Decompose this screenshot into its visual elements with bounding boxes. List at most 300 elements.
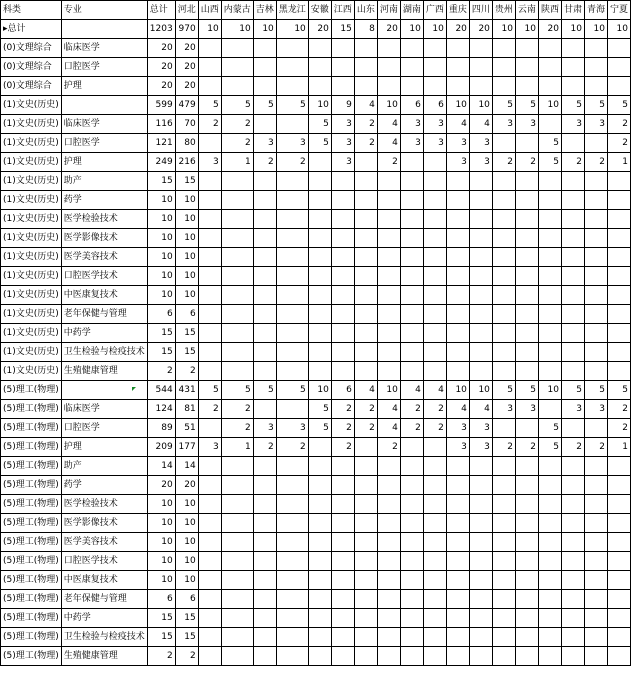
value-cell[interactable]: 2: [492, 153, 515, 172]
value-cell[interactable]: 3: [253, 419, 276, 438]
value-cell[interactable]: [354, 267, 377, 286]
value-cell[interactable]: [423, 172, 446, 191]
value-cell[interactable]: 10: [175, 248, 198, 267]
value-cell[interactable]: [331, 267, 354, 286]
value-cell[interactable]: [492, 476, 515, 495]
value-cell[interactable]: 10: [469, 96, 492, 115]
column-header[interactable]: 贵州: [492, 1, 515, 20]
value-cell[interactable]: [584, 77, 607, 96]
value-cell[interactable]: [198, 248, 221, 267]
value-cell[interactable]: [423, 248, 446, 267]
value-cell[interactable]: [584, 172, 607, 191]
value-cell[interactable]: 124: [147, 400, 175, 419]
value-cell[interactable]: [400, 476, 423, 495]
value-cell[interactable]: 4: [354, 381, 377, 400]
value-cell[interactable]: [492, 590, 515, 609]
value-cell[interactable]: [515, 229, 538, 248]
value-cell[interactable]: [308, 58, 331, 77]
value-cell[interactable]: [354, 305, 377, 324]
value-cell[interactable]: 2: [584, 153, 607, 172]
value-cell[interactable]: [308, 495, 331, 514]
value-cell[interactable]: 3: [515, 400, 538, 419]
value-cell[interactable]: [308, 514, 331, 533]
value-cell[interactable]: [446, 647, 469, 666]
value-cell[interactable]: [354, 343, 377, 362]
major-cell[interactable]: 临床医学: [61, 400, 147, 419]
value-cell[interactable]: [538, 210, 561, 229]
value-cell[interactable]: 15: [175, 343, 198, 362]
value-cell[interactable]: [492, 39, 515, 58]
value-cell[interactable]: [492, 77, 515, 96]
value-cell[interactable]: 5: [492, 381, 515, 400]
value-cell[interactable]: 5: [221, 96, 253, 115]
column-header[interactable]: 湖南: [400, 1, 423, 20]
value-cell[interactable]: [377, 533, 400, 552]
category-cell[interactable]: (0)文理综合: [1, 58, 62, 77]
value-cell[interactable]: [538, 609, 561, 628]
value-cell[interactable]: [584, 210, 607, 229]
value-cell[interactable]: [515, 362, 538, 381]
value-cell[interactable]: [400, 58, 423, 77]
value-cell[interactable]: [423, 153, 446, 172]
value-cell[interactable]: [469, 571, 492, 590]
value-cell[interactable]: [253, 400, 276, 419]
value-cell[interactable]: [584, 324, 607, 343]
value-cell[interactable]: 2: [198, 115, 221, 134]
value-cell[interactable]: [469, 210, 492, 229]
value-cell[interactable]: [377, 248, 400, 267]
category-cell[interactable]: (0)文理综合: [1, 77, 62, 96]
value-cell[interactable]: [469, 286, 492, 305]
value-cell[interactable]: 6: [331, 381, 354, 400]
value-cell[interactable]: 10: [175, 286, 198, 305]
value-cell[interactable]: [492, 495, 515, 514]
value-cell[interactable]: [253, 457, 276, 476]
value-cell[interactable]: [561, 495, 584, 514]
value-cell[interactable]: 10: [446, 96, 469, 115]
value-cell[interactable]: [377, 58, 400, 77]
value-cell[interactable]: [331, 305, 354, 324]
value-cell[interactable]: 10: [175, 571, 198, 590]
column-header[interactable]: 安徽: [308, 1, 331, 20]
value-cell[interactable]: [377, 210, 400, 229]
value-cell[interactable]: [354, 362, 377, 381]
value-cell[interactable]: [276, 248, 308, 267]
value-cell[interactable]: [515, 39, 538, 58]
value-cell[interactable]: [561, 134, 584, 153]
value-cell[interactable]: [221, 305, 253, 324]
value-cell[interactable]: [446, 609, 469, 628]
value-cell[interactable]: 10: [308, 381, 331, 400]
value-cell[interactable]: [538, 77, 561, 96]
value-cell[interactable]: [561, 476, 584, 495]
value-cell[interactable]: 10: [253, 20, 276, 39]
value-cell[interactable]: 10: [584, 20, 607, 39]
value-cell[interactable]: [400, 248, 423, 267]
category-cell[interactable]: (5)理工(物理): [1, 609, 62, 628]
value-cell[interactable]: [423, 457, 446, 476]
value-cell[interactable]: 3: [253, 134, 276, 153]
value-cell[interactable]: [400, 77, 423, 96]
value-cell[interactable]: [331, 172, 354, 191]
value-cell[interactable]: [308, 267, 331, 286]
value-cell[interactable]: [221, 362, 253, 381]
value-cell[interactable]: [276, 305, 308, 324]
value-cell[interactable]: [607, 514, 630, 533]
value-cell[interactable]: 3: [331, 134, 354, 153]
value-cell[interactable]: [561, 628, 584, 647]
value-cell[interactable]: [538, 58, 561, 77]
category-cell[interactable]: (5)理工(物理): [1, 495, 62, 514]
value-cell[interactable]: 2: [221, 419, 253, 438]
major-cell[interactable]: 医学美容技术: [61, 248, 147, 267]
value-cell[interactable]: [253, 58, 276, 77]
value-cell[interactable]: [515, 419, 538, 438]
value-cell[interactable]: [561, 343, 584, 362]
value-cell[interactable]: 10: [175, 495, 198, 514]
value-cell[interactable]: [331, 229, 354, 248]
major-cell[interactable]: 临床医学: [61, 39, 147, 58]
category-cell[interactable]: (1)文史(历史): [1, 324, 62, 343]
value-cell[interactable]: [584, 609, 607, 628]
value-cell[interactable]: [423, 362, 446, 381]
value-cell[interactable]: 10: [377, 96, 400, 115]
value-cell[interactable]: [492, 362, 515, 381]
value-cell[interactable]: [354, 628, 377, 647]
value-cell[interactable]: 15: [175, 609, 198, 628]
value-cell[interactable]: [377, 77, 400, 96]
value-cell[interactable]: [221, 571, 253, 590]
value-cell[interactable]: 3: [400, 115, 423, 134]
category-cell[interactable]: (5)理工(物理): [1, 647, 62, 666]
value-cell[interactable]: [198, 628, 221, 647]
value-cell[interactable]: 2: [354, 115, 377, 134]
value-cell[interactable]: [331, 77, 354, 96]
value-cell[interactable]: 2: [492, 438, 515, 457]
major-cell[interactable]: 口腔医学: [61, 419, 147, 438]
value-cell[interactable]: [515, 609, 538, 628]
value-cell[interactable]: [538, 286, 561, 305]
value-cell[interactable]: 5: [515, 96, 538, 115]
value-cell[interactable]: [308, 438, 331, 457]
category-cell[interactable]: (0)文理综合: [1, 39, 62, 58]
value-cell[interactable]: 10: [147, 552, 175, 571]
value-cell[interactable]: 10: [175, 210, 198, 229]
value-cell[interactable]: 5: [584, 381, 607, 400]
value-cell[interactable]: [400, 457, 423, 476]
value-cell[interactable]: [469, 514, 492, 533]
value-cell[interactable]: [276, 58, 308, 77]
value-cell[interactable]: [538, 172, 561, 191]
value-cell[interactable]: 10: [147, 571, 175, 590]
value-cell[interactable]: [377, 39, 400, 58]
value-cell[interactable]: [221, 495, 253, 514]
value-cell[interactable]: [354, 58, 377, 77]
value-cell[interactable]: 2: [377, 153, 400, 172]
value-cell[interactable]: [469, 305, 492, 324]
value-cell[interactable]: [584, 134, 607, 153]
value-cell[interactable]: [515, 134, 538, 153]
value-cell[interactable]: [377, 343, 400, 362]
value-cell[interactable]: [538, 590, 561, 609]
value-cell[interactable]: 20: [175, 39, 198, 58]
value-cell[interactable]: [446, 628, 469, 647]
value-cell[interactable]: [538, 248, 561, 267]
value-cell[interactable]: 10: [423, 20, 446, 39]
value-cell[interactable]: [561, 191, 584, 210]
value-cell[interactable]: [253, 286, 276, 305]
value-cell[interactable]: [469, 590, 492, 609]
value-cell[interactable]: 5: [198, 96, 221, 115]
value-cell[interactable]: [400, 286, 423, 305]
value-cell[interactable]: [561, 324, 584, 343]
value-cell[interactable]: [331, 571, 354, 590]
value-cell[interactable]: [607, 248, 630, 267]
value-cell[interactable]: [377, 647, 400, 666]
value-cell[interactable]: [221, 590, 253, 609]
value-cell[interactable]: 3: [469, 438, 492, 457]
value-cell[interactable]: [423, 77, 446, 96]
value-cell[interactable]: [538, 362, 561, 381]
value-cell[interactable]: [446, 191, 469, 210]
value-cell[interactable]: [400, 172, 423, 191]
value-cell[interactable]: [308, 324, 331, 343]
value-cell[interactable]: [607, 533, 630, 552]
value-cell[interactable]: [538, 305, 561, 324]
value-cell[interactable]: [354, 495, 377, 514]
value-cell[interactable]: [400, 495, 423, 514]
value-cell[interactable]: [354, 210, 377, 229]
value-cell[interactable]: 6: [175, 305, 198, 324]
value-cell[interactable]: [221, 172, 253, 191]
value-cell[interactable]: 10: [492, 20, 515, 39]
value-cell[interactable]: 10: [175, 229, 198, 248]
value-cell[interactable]: [221, 514, 253, 533]
value-cell[interactable]: [198, 229, 221, 248]
value-cell[interactable]: [607, 609, 630, 628]
value-cell[interactable]: [221, 628, 253, 647]
value-cell[interactable]: 3: [446, 419, 469, 438]
value-cell[interactable]: [354, 571, 377, 590]
value-cell[interactable]: [538, 229, 561, 248]
value-cell[interactable]: 20: [147, 77, 175, 96]
value-cell[interactable]: 15: [175, 628, 198, 647]
value-cell[interactable]: [469, 457, 492, 476]
value-cell[interactable]: [198, 305, 221, 324]
value-cell[interactable]: [538, 514, 561, 533]
value-cell[interactable]: [538, 324, 561, 343]
value-cell[interactable]: [221, 476, 253, 495]
value-cell[interactable]: [253, 476, 276, 495]
value-cell[interactable]: 10: [198, 20, 221, 39]
value-cell[interactable]: [400, 210, 423, 229]
value-cell[interactable]: [492, 514, 515, 533]
value-cell[interactable]: 2: [423, 419, 446, 438]
value-cell[interactable]: 10: [561, 20, 584, 39]
value-cell[interactable]: 20: [175, 58, 198, 77]
value-cell[interactable]: 2: [561, 153, 584, 172]
value-cell[interactable]: [253, 115, 276, 134]
value-cell[interactable]: [276, 286, 308, 305]
value-cell[interactable]: [538, 552, 561, 571]
value-cell[interactable]: [492, 305, 515, 324]
value-cell[interactable]: [377, 172, 400, 191]
major-cell[interactable]: 口腔医学: [61, 134, 147, 153]
value-cell[interactable]: [276, 609, 308, 628]
value-cell[interactable]: 5: [538, 153, 561, 172]
value-cell[interactable]: [198, 134, 221, 153]
value-cell[interactable]: [446, 495, 469, 514]
value-cell[interactable]: 2: [276, 153, 308, 172]
value-cell[interactable]: [423, 191, 446, 210]
major-cell[interactable]: 医学影像技术: [61, 229, 147, 248]
value-cell[interactable]: [607, 172, 630, 191]
value-cell[interactable]: [446, 248, 469, 267]
column-header[interactable]: 山东: [354, 1, 377, 20]
value-cell[interactable]: [538, 495, 561, 514]
value-cell[interactable]: [538, 647, 561, 666]
value-cell[interactable]: [469, 229, 492, 248]
value-cell[interactable]: 544: [147, 381, 175, 400]
value-cell[interactable]: [423, 229, 446, 248]
value-cell[interactable]: [377, 628, 400, 647]
value-cell[interactable]: 3: [515, 115, 538, 134]
value-cell[interactable]: [354, 77, 377, 96]
major-cell[interactable]: [61, 96, 147, 115]
major-cell[interactable]: 临床医学: [61, 115, 147, 134]
value-cell[interactable]: [446, 267, 469, 286]
value-cell[interactable]: [354, 476, 377, 495]
value-cell[interactable]: 3: [331, 115, 354, 134]
value-cell[interactable]: 121: [147, 134, 175, 153]
value-cell[interactable]: 1: [607, 153, 630, 172]
value-cell[interactable]: 3: [584, 400, 607, 419]
value-cell[interactable]: [377, 590, 400, 609]
value-cell[interactable]: [354, 533, 377, 552]
value-cell[interactable]: [515, 514, 538, 533]
value-cell[interactable]: [561, 229, 584, 248]
value-cell[interactable]: [423, 609, 446, 628]
value-cell[interactable]: [584, 343, 607, 362]
value-cell[interactable]: 1: [607, 438, 630, 457]
value-cell[interactable]: [607, 286, 630, 305]
value-cell[interactable]: [423, 628, 446, 647]
value-cell[interactable]: 10: [175, 191, 198, 210]
value-cell[interactable]: 5: [198, 381, 221, 400]
value-cell[interactable]: 970: [175, 20, 198, 39]
value-cell[interactable]: 2: [175, 647, 198, 666]
value-cell[interactable]: [492, 609, 515, 628]
value-cell[interactable]: [607, 552, 630, 571]
value-cell[interactable]: [423, 514, 446, 533]
category-cell[interactable]: (5)理工(物理): [1, 552, 62, 571]
value-cell[interactable]: [308, 248, 331, 267]
category-cell[interactable]: (1)文史(历史): [1, 248, 62, 267]
column-header[interactable]: 河北: [175, 1, 198, 20]
column-header[interactable]: 江西: [331, 1, 354, 20]
value-cell[interactable]: 10: [175, 533, 198, 552]
value-cell[interactable]: [276, 400, 308, 419]
value-cell[interactable]: [584, 286, 607, 305]
value-cell[interactable]: 14: [175, 457, 198, 476]
value-cell[interactable]: [377, 495, 400, 514]
value-cell[interactable]: 10: [175, 514, 198, 533]
value-cell[interactable]: 10: [147, 286, 175, 305]
value-cell[interactable]: [607, 495, 630, 514]
value-cell[interactable]: [492, 58, 515, 77]
value-cell[interactable]: 2: [276, 438, 308, 457]
value-cell[interactable]: [492, 457, 515, 476]
value-cell[interactable]: 5: [253, 381, 276, 400]
value-cell[interactable]: [469, 324, 492, 343]
value-cell[interactable]: 1: [221, 438, 253, 457]
column-header[interactable]: 科类: [1, 1, 62, 20]
value-cell[interactable]: [515, 286, 538, 305]
value-cell[interactable]: 6: [147, 590, 175, 609]
value-cell[interactable]: [492, 210, 515, 229]
value-cell[interactable]: [377, 362, 400, 381]
value-cell[interactable]: 5: [276, 381, 308, 400]
value-cell[interactable]: [221, 552, 253, 571]
value-cell[interactable]: [538, 571, 561, 590]
value-cell[interactable]: [469, 495, 492, 514]
value-cell[interactable]: 2: [331, 419, 354, 438]
value-cell[interactable]: [198, 476, 221, 495]
value-cell[interactable]: [253, 514, 276, 533]
value-cell[interactable]: 3: [469, 134, 492, 153]
value-cell[interactable]: [515, 77, 538, 96]
value-cell[interactable]: [198, 419, 221, 438]
value-cell[interactable]: [253, 533, 276, 552]
value-cell[interactable]: [469, 77, 492, 96]
value-cell[interactable]: [221, 286, 253, 305]
value-cell[interactable]: [253, 267, 276, 286]
value-cell[interactable]: [561, 39, 584, 58]
value-cell[interactable]: 2: [607, 400, 630, 419]
value-cell[interactable]: [515, 476, 538, 495]
value-cell[interactable]: [308, 476, 331, 495]
value-cell[interactable]: [377, 229, 400, 248]
value-cell[interactable]: [584, 248, 607, 267]
value-cell[interactable]: [354, 153, 377, 172]
value-cell[interactable]: [198, 495, 221, 514]
value-cell[interactable]: [400, 628, 423, 647]
value-cell[interactable]: [308, 362, 331, 381]
value-cell[interactable]: [377, 286, 400, 305]
value-cell[interactable]: [331, 552, 354, 571]
column-header[interactable]: 云南: [515, 1, 538, 20]
value-cell[interactable]: 431: [175, 381, 198, 400]
value-cell[interactable]: 20: [469, 20, 492, 39]
value-cell[interactable]: [308, 457, 331, 476]
major-cell[interactable]: 口腔医学技术: [61, 552, 147, 571]
value-cell[interactable]: [198, 324, 221, 343]
value-cell[interactable]: 10: [175, 267, 198, 286]
value-cell[interactable]: 15: [147, 172, 175, 191]
value-cell[interactable]: 3: [400, 134, 423, 153]
value-cell[interactable]: [469, 191, 492, 210]
value-cell[interactable]: [331, 58, 354, 77]
major-cell[interactable]: 护理: [61, 438, 147, 457]
value-cell[interactable]: [607, 343, 630, 362]
value-cell[interactable]: 15: [331, 20, 354, 39]
value-cell[interactable]: [423, 647, 446, 666]
value-cell[interactable]: [584, 419, 607, 438]
value-cell[interactable]: [308, 343, 331, 362]
major-cell[interactable]: 老年保健与管理: [61, 590, 147, 609]
value-cell[interactable]: 6: [400, 96, 423, 115]
column-header[interactable]: 山西: [198, 1, 221, 20]
